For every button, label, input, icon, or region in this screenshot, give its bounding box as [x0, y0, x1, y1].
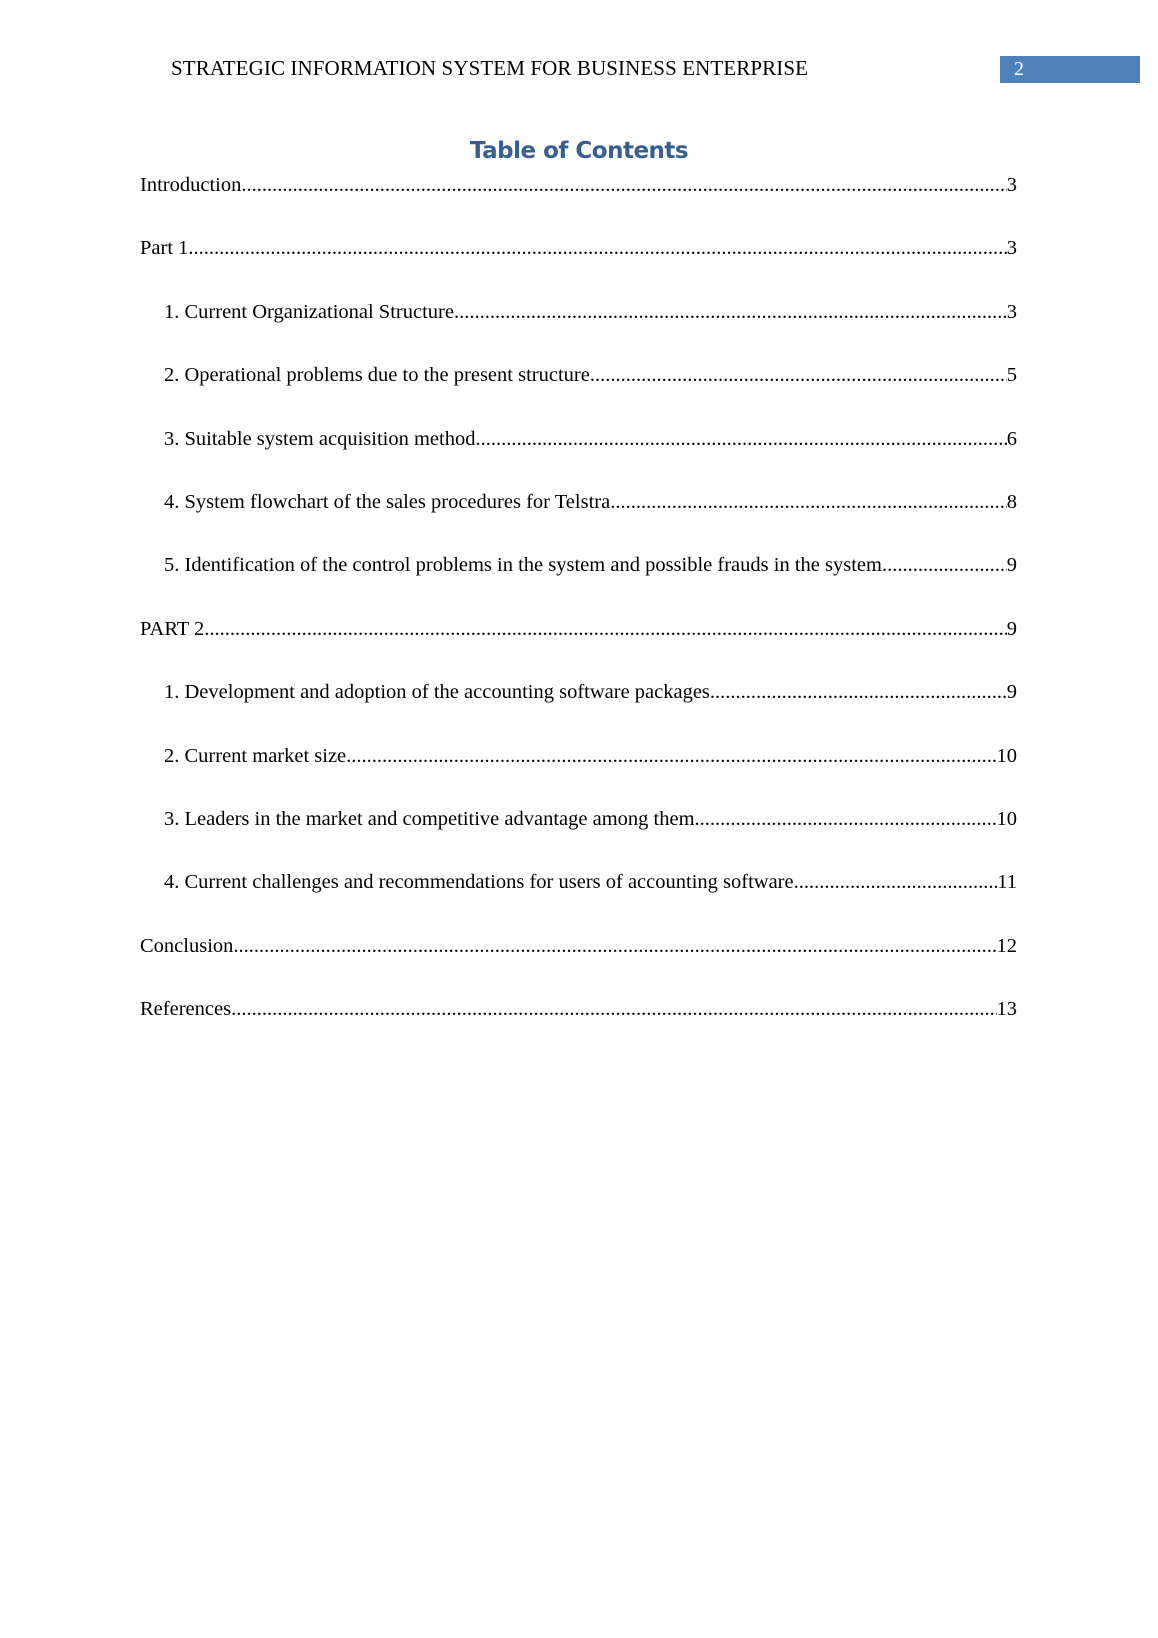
toc-entry-label: Part 1: [140, 237, 189, 260]
toc-entry-page: 8: [1006, 490, 1017, 513]
toc-entry[interactable]: [140, 554, 1017, 617]
toc-entry[interactable]: [140, 618, 1017, 681]
toc-entry-label: 2. Current market size: [164, 744, 347, 767]
toc-entry-page: 10: [996, 744, 1017, 767]
toc-entry-label: Introduction: [140, 174, 242, 196]
toc-entry-label: 3. Leaders in the market and competitive advantage among them: [164, 807, 695, 830]
dot-leader: [794, 871, 998, 894]
toc-entry-page: 3: [1006, 300, 1017, 323]
toc-entry[interactable]: [140, 935, 1017, 998]
dot-leader: [882, 554, 1007, 577]
dot-leader: [241, 174, 1006, 197]
toc-entry[interactable]: [140, 681, 1017, 744]
toc-entry[interactable]: [140, 428, 1017, 491]
toc-entry[interactable]: [140, 174, 1017, 237]
toc-entry-page: 5: [1006, 364, 1017, 387]
toc-entry-page: 13: [996, 998, 1017, 1021]
dot-leader: [204, 618, 1006, 641]
toc-entry[interactable]: [140, 364, 1017, 427]
toc-entry-page: 9: [1006, 617, 1017, 640]
dot-leader: [610, 491, 1007, 514]
table-of-contents: [140, 174, 1017, 1061]
toc-entry[interactable]: [140, 808, 1017, 871]
toc-title: Table of Contents: [469, 138, 689, 164]
page-number-badge: 2: [1000, 56, 1140, 83]
toc-entry-label: 5. Identification of the control problems in the system and possible frauds in the system: [164, 554, 882, 577]
toc-entry[interactable]: [140, 998, 1017, 1061]
toc-entry-page: 6: [1006, 427, 1017, 450]
dot-leader: [454, 301, 1007, 324]
toc-entry-page: 10: [996, 807, 1017, 830]
toc-entry[interactable]: [140, 301, 1017, 364]
toc-entry-label: 1. Current Organizational Structure: [164, 300, 454, 323]
dot-leader: [233, 935, 996, 958]
toc-entry[interactable]: [140, 745, 1017, 808]
toc-entry-label: 4. Current challenges and recommendations for users of accounting software: [164, 871, 794, 894]
toc-entry-page: 9: [1006, 681, 1017, 704]
toc-entry-page: 11: [997, 871, 1017, 894]
toc-entry-page: 3: [1006, 237, 1017, 260]
toc-entry-label: 3. Suitable system acquisition method: [164, 427, 476, 450]
toc-entry-label: 2. Operational problems due to the present structure: [164, 364, 590, 387]
toc-entry-page: 12: [996, 934, 1017, 957]
toc-entry-label: Conclusion: [140, 934, 234, 957]
toc-entry[interactable]: [140, 237, 1017, 300]
dot-leader: [188, 237, 1006, 260]
dot-leader: [475, 428, 1006, 451]
toc-entry-label: PART 2: [140, 617, 205, 640]
dot-leader: [590, 364, 1007, 387]
dot-leader: [695, 808, 997, 831]
toc-entry-page: 3: [1006, 174, 1017, 196]
toc-entry-label: 4. System flowchart of the sales procedures for Telstra: [164, 490, 611, 513]
toc-entry[interactable]: [140, 491, 1017, 554]
dot-leader: [346, 745, 996, 768]
running-header-title: STRATEGIC INFORMATION SYSTEM FOR BUSINESS ENTERPRISE: [171, 56, 809, 80]
toc-entry-page: 9: [1006, 554, 1017, 577]
toc-entry[interactable]: [140, 871, 1017, 934]
dot-leader: [710, 681, 1007, 704]
toc-entry-label: 1. Development and adoption of the accounting software packages: [164, 681, 710, 704]
dot-leader: [231, 998, 996, 1021]
toc-entry-label: References: [140, 998, 232, 1021]
